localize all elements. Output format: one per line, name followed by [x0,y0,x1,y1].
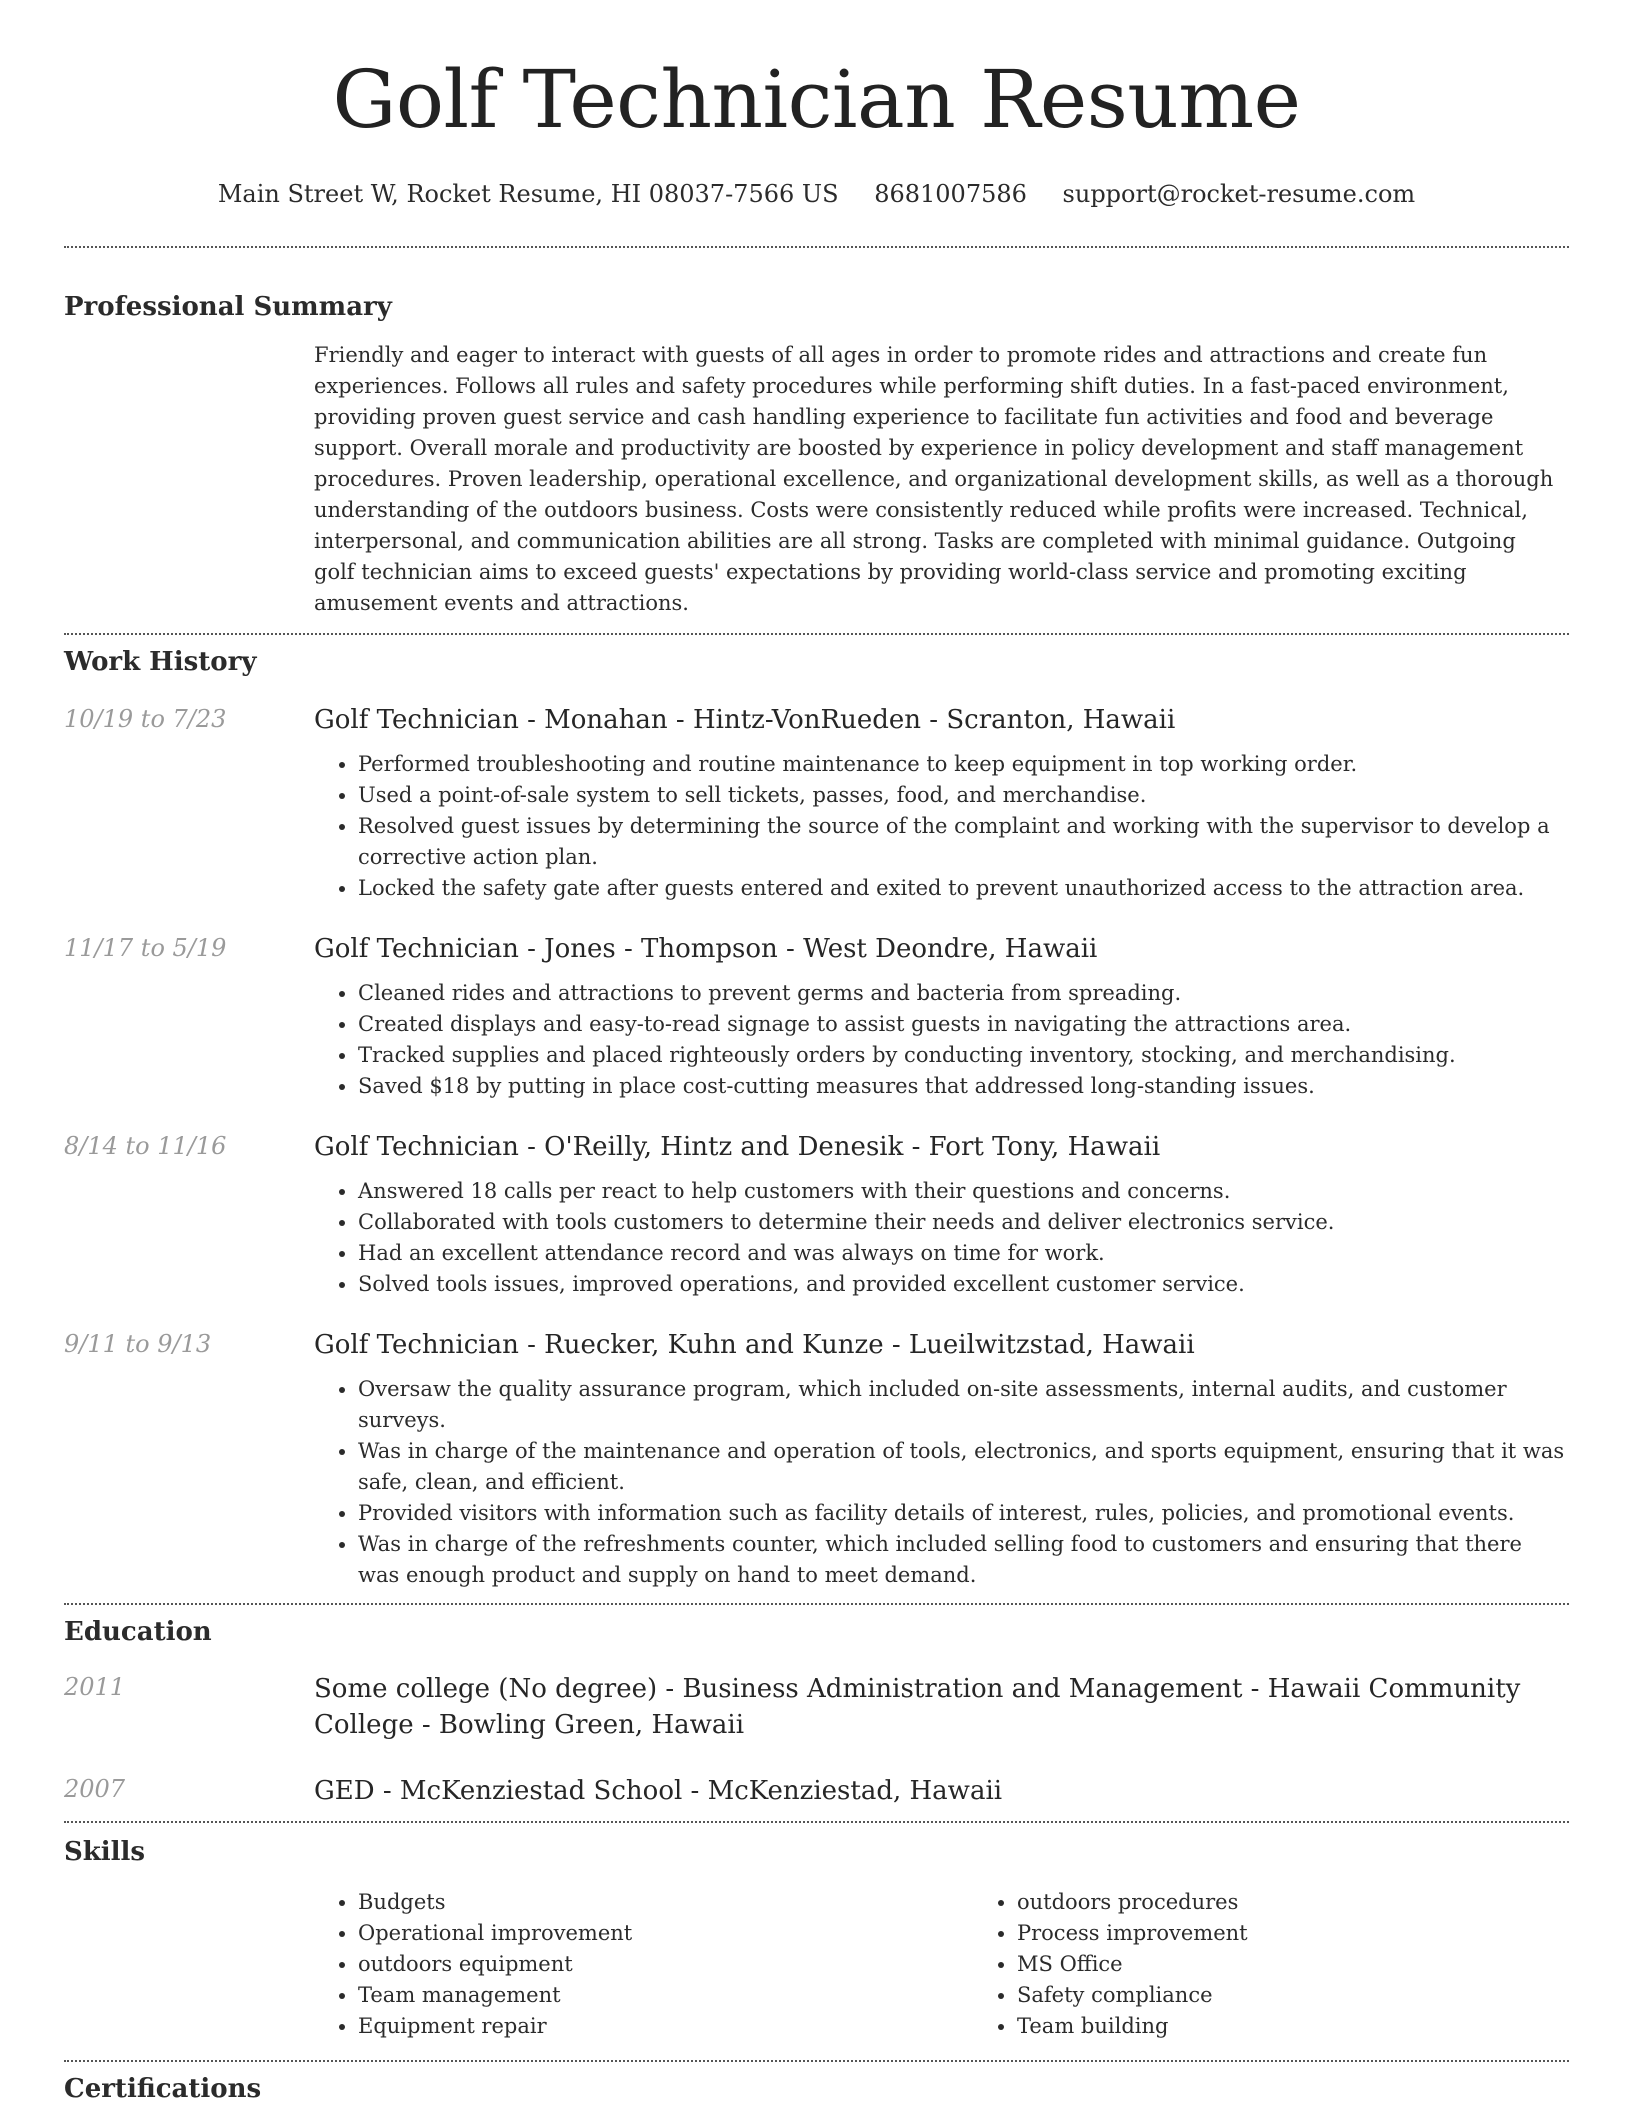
resume-page [64,0,1569,2106]
contact-address: Main Street W, Rocket Resume, HI 08037-7566 US [217,180,839,208]
education-title: GED - McKenziestad School - McKenziestad, Hawaii [314,1776,1003,1806]
summary-spacer [64,340,314,619]
skill-item: • outdoors equipment [358,1949,973,1980]
job-bullet: • Was in charge of the maintenance and operation of tools, electronics, and sports equipment, ensuring that it was safe, clean, and efficient. [358,1436,1569,1498]
contact-phone: 8681007586 [874,180,1027,208]
divider [64,2060,1569,2062]
job-bullets [314,749,1569,904]
job-bullet: • Provided visitors with information such as facility details of interest, rules, policies, and promotional events. [358,1498,1569,1529]
summary-text: Friendly and eager to interact with guests of all ages in order to promote rides and attractions and create fun experiences. Follows all rules and safety procedures while performing shift duties. In a fast-paced environment, providing proven guest service and cash handling experience to facilitate fun activities and food and beverage support. Overall morale and productivity are boosted by experience in policy development and staff management procedures. Proven leadership, operational excellence, and organizational development skills, as well as a thorough understanding of the outdoors business. Costs were consistently reduced while profits were increased. Technical, interpersonal, and communication abilities are all strong. Tasks are completed with minimal guidance. Outgoing golf technician aims to exceed guests' expectations by providing world-class service and promoting exciting amusement events and attractions. [314,343,1554,615]
job-dates: 10/19 to 7/23 [64,705,227,733]
job-entry [64,1328,1569,1591]
skill-item: • Team building [1017,2011,1632,2042]
skills-column-left [314,1887,973,2042]
section-heading-certifications: Certifications [64,2074,262,2104]
skill-item: • Safety compliance [1017,1980,1632,2011]
job-dates: 9/11 to 9/13 [64,1330,212,1358]
job-title: Golf Technician - Monahan - Hintz-VonRueden - Scranton, Hawaii [314,705,1176,735]
skill-item: • MS Office [1017,1949,1632,1980]
skill-item: • Equipment repair [358,2011,973,2042]
contact-line [64,178,1569,210]
skill-item: • Budgets [358,1887,973,1918]
job-bullet: • Performed troubleshooting and routine maintenance to keep equipment in top working order. [358,749,1569,780]
section-heading-skills: Skills [64,1837,146,1867]
job-entry [64,932,1569,1102]
divider [64,1603,1569,1605]
education-year: 2007 [64,1775,126,1803]
job-bullet: • Resolved guest issues by determining the source of the complaint and working with the supervisor to develop a corrective action plan. [358,811,1569,873]
job-bullets [314,978,1569,1102]
divider [64,246,1569,248]
divider [64,633,1569,635]
job-bullet: • Answered 18 calls per react to help customers with their questions and concerns. [358,1176,1569,1207]
job-bullet: • Was in charge of the refreshments counter, which included selling food to customers and ensuring that there was enough product and supply on hand to meet demand. [358,1529,1569,1591]
skill-item: • outdoors procedures [1017,1887,1632,1918]
job-bullet: • Solved tools issues, improved operations, and provided excellent customer service. [358,1269,1569,1300]
section-heading-work: Work History [64,647,257,677]
job-title: Golf Technician - Ruecker, Kuhn and Kunze - Lueilwitzstad, Hawaii [314,1330,1195,1360]
job-bullet: • Oversaw the quality assurance program, which included on-site assessments, internal audits, and customer surveys. [358,1374,1569,1436]
skill-item: • Process improvement [1017,1918,1632,1949]
job-bullet: • Created displays and easy-to-read signage to assist guests in navigating the attractions area. [358,1009,1569,1040]
job-title: Golf Technician - O'Reilly, Hintz and Denesik - Fort Tony, Hawaii [314,1132,1161,1162]
divider [64,1821,1569,1823]
job-dates: 8/14 to 11/16 [64,1132,227,1160]
job-bullet: • Tracked supplies and placed righteously orders by conducting inventory, stocking, and merchandising. [358,1040,1569,1071]
job-bullet: • Cleaned rides and attractions to prevent germs and bacteria from spreading. [358,978,1569,1009]
education-entry [64,1671,1569,1743]
skill-item: • Team management [358,1980,973,2011]
job-bullet: • Used a point-of-sale system to sell tickets, passes, food, and merchandise. [358,780,1569,811]
job-bullets [314,1176,1569,1300]
education-title: Some college (No degree) - Business Administration and Management - Hawaii Community College - Bowling Green, Hawaii [314,1674,1521,1740]
skills-spacer [64,1887,314,2042]
job-dates: 11/17 to 5/19 [64,934,227,962]
skills-list [314,1887,1632,2042]
job-title: Golf Technician - Jones - Thompson - West Deondre, Hawaii [314,934,1098,964]
section-heading-summary: Professional Summary [64,292,392,322]
resume-title: Golf Technician Resume [332,53,1301,146]
job-bullets [314,1374,1569,1591]
skill-item: • Operational improvement [358,1918,973,1949]
job-bullet: • Collaborated with tools customers to determine their needs and deliver electronics service. [358,1207,1569,1238]
education-entry [64,1773,1569,1809]
job-entry [64,1130,1569,1300]
education-year: 2011 [64,1673,126,1701]
skills-column-right [973,1887,1632,2042]
job-bullet: • Locked the safety gate after guests entered and exited to prevent unauthorized access to the attraction area. [358,873,1569,904]
job-bullet: • Saved $18 by putting in place cost-cutting measures that addressed long-standing issues. [358,1071,1569,1102]
section-heading-education: Education [64,1617,212,1647]
contact-email: support@rocket-resume.com [1062,180,1416,208]
job-entry [64,703,1569,904]
job-bullet: • Had an excellent attendance record and was always on time for work. [358,1238,1569,1269]
